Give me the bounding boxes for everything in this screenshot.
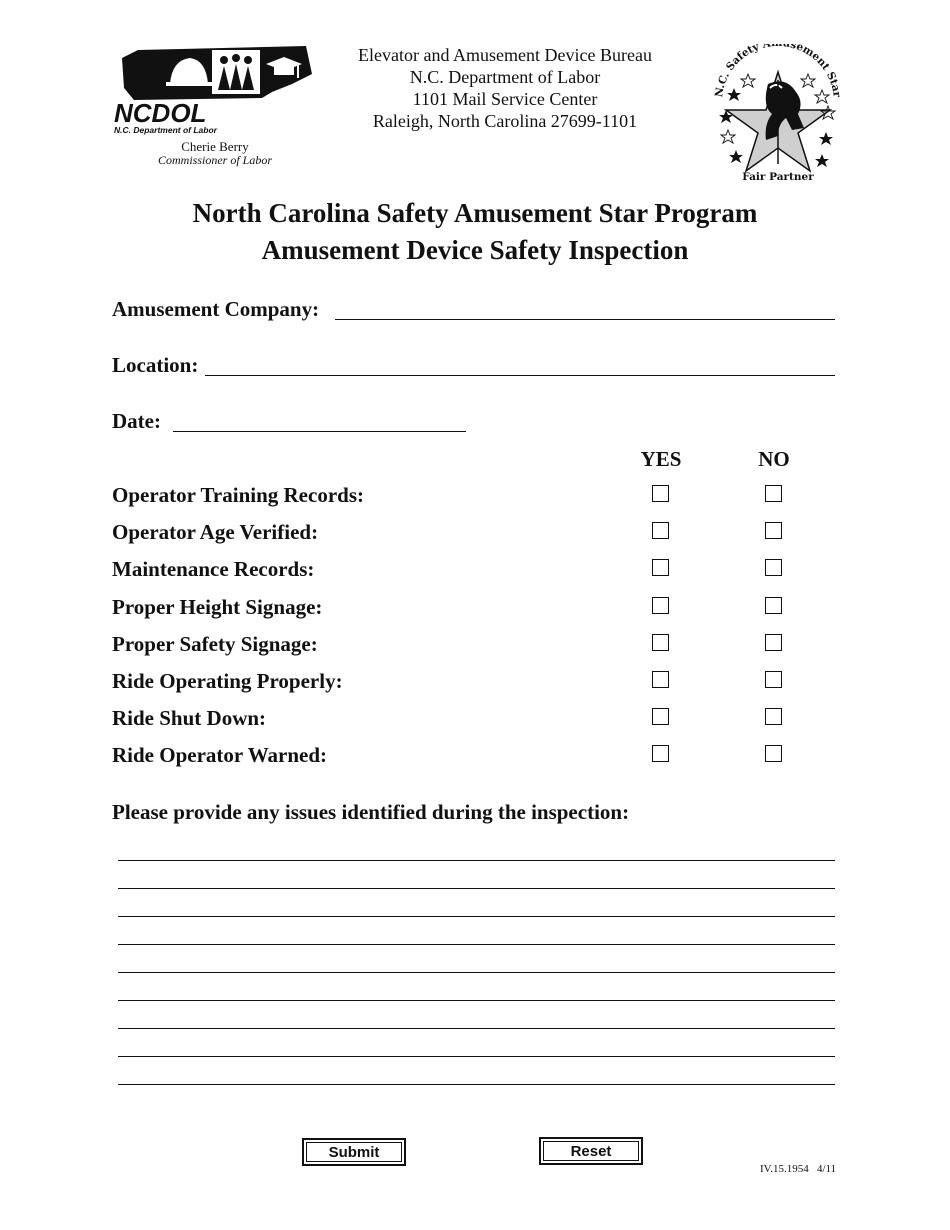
checkbox-yes[interactable] xyxy=(652,708,669,725)
issue-line[interactable] xyxy=(118,916,835,917)
address-line: N.C. Department of Labor xyxy=(409,67,601,87)
commissioner-name: Cherie Berry xyxy=(181,139,249,154)
ncdol-logo-text: NCDOL xyxy=(114,98,207,128)
star-seal xyxy=(712,44,844,186)
address-line: 1101 Mail Service Center xyxy=(412,89,598,109)
address-line: Raleigh, North Carolina 27699-1101 xyxy=(372,111,638,131)
issues-prompt: Please provide any issues identified during the inspection: xyxy=(112,800,630,824)
location-label: Location: xyxy=(112,353,199,377)
checklist-item-label: Proper Safety Signage: xyxy=(112,631,318,656)
no-column-header: NO xyxy=(758,447,790,471)
checkbox-no[interactable] xyxy=(765,559,782,576)
checklist-item-label: Maintenance Records: xyxy=(112,557,315,582)
amusement-company-label: Amusement Company: xyxy=(112,297,320,321)
checkbox-no[interactable] xyxy=(765,634,782,651)
checklist-item-label: Proper Height Signage: xyxy=(112,594,323,619)
checkbox-yes[interactable] xyxy=(652,597,669,614)
checkbox-yes[interactable] xyxy=(652,671,669,688)
reset-button[interactable]: Reset xyxy=(539,1137,643,1165)
checkbox-yes[interactable] xyxy=(652,559,669,576)
ncdol-logo xyxy=(112,44,314,136)
checkbox-no[interactable] xyxy=(765,522,782,539)
ncdol-logo-subtext: N.C. Department of Labor xyxy=(114,125,217,135)
checkbox-yes[interactable] xyxy=(652,634,669,651)
issue-line[interactable] xyxy=(118,1056,835,1057)
checklist-item-label: Operator Age Verified: xyxy=(112,520,319,545)
checkbox-yes[interactable] xyxy=(652,745,669,762)
location-field[interactable] xyxy=(205,375,835,376)
bureau-address xyxy=(340,44,670,132)
checklist-item-label: Ride Operating Properly: xyxy=(112,669,343,693)
form-revision: 4/11 xyxy=(816,1163,837,1175)
date-label: Date: xyxy=(112,409,161,433)
issue-line[interactable] xyxy=(118,888,835,889)
issue-line[interactable] xyxy=(118,1084,835,1085)
checkbox-no[interactable] xyxy=(765,485,782,502)
issue-line[interactable] xyxy=(118,860,835,861)
address-line: Elevator and Amusement Device Bureau xyxy=(358,45,652,65)
checkbox-yes[interactable] xyxy=(652,522,669,539)
checkbox-yes[interactable] xyxy=(652,485,669,502)
date-field[interactable] xyxy=(173,431,466,432)
issue-line[interactable] xyxy=(118,1028,835,1029)
seal-caption: Fair Partner xyxy=(742,171,814,183)
page-title: North Carolina Safety Amusement Star Program xyxy=(192,198,758,228)
checklist-item-label: Ride Shut Down: xyxy=(112,706,267,731)
form-code xyxy=(760,1163,836,1175)
yes-column-header: YES xyxy=(640,447,682,471)
checklist-item-label: Operator Training Records: xyxy=(112,483,364,507)
submit-button[interactable]: Submit xyxy=(302,1138,406,1166)
issue-line[interactable] xyxy=(118,972,835,973)
page-subtitle: Amusement Device Safety Inspection xyxy=(261,235,689,265)
seal-ring-text: N.C. Safety A sement Star xyxy=(713,44,843,98)
checklist-item-label: Ride Operator Warned: xyxy=(112,743,328,768)
commissioner-title: Commissioner of Labor xyxy=(157,153,273,167)
amusement-company-field[interactable] xyxy=(335,319,835,320)
checkbox-no[interactable] xyxy=(765,597,782,614)
issue-line[interactable] xyxy=(118,1000,835,1001)
issue-line[interactable] xyxy=(118,944,835,945)
checkbox-no[interactable] xyxy=(765,708,782,725)
checkbox-no[interactable] xyxy=(765,671,782,688)
checkbox-no[interactable] xyxy=(765,745,782,762)
form-number: IV.15.1954 xyxy=(760,1163,809,1175)
